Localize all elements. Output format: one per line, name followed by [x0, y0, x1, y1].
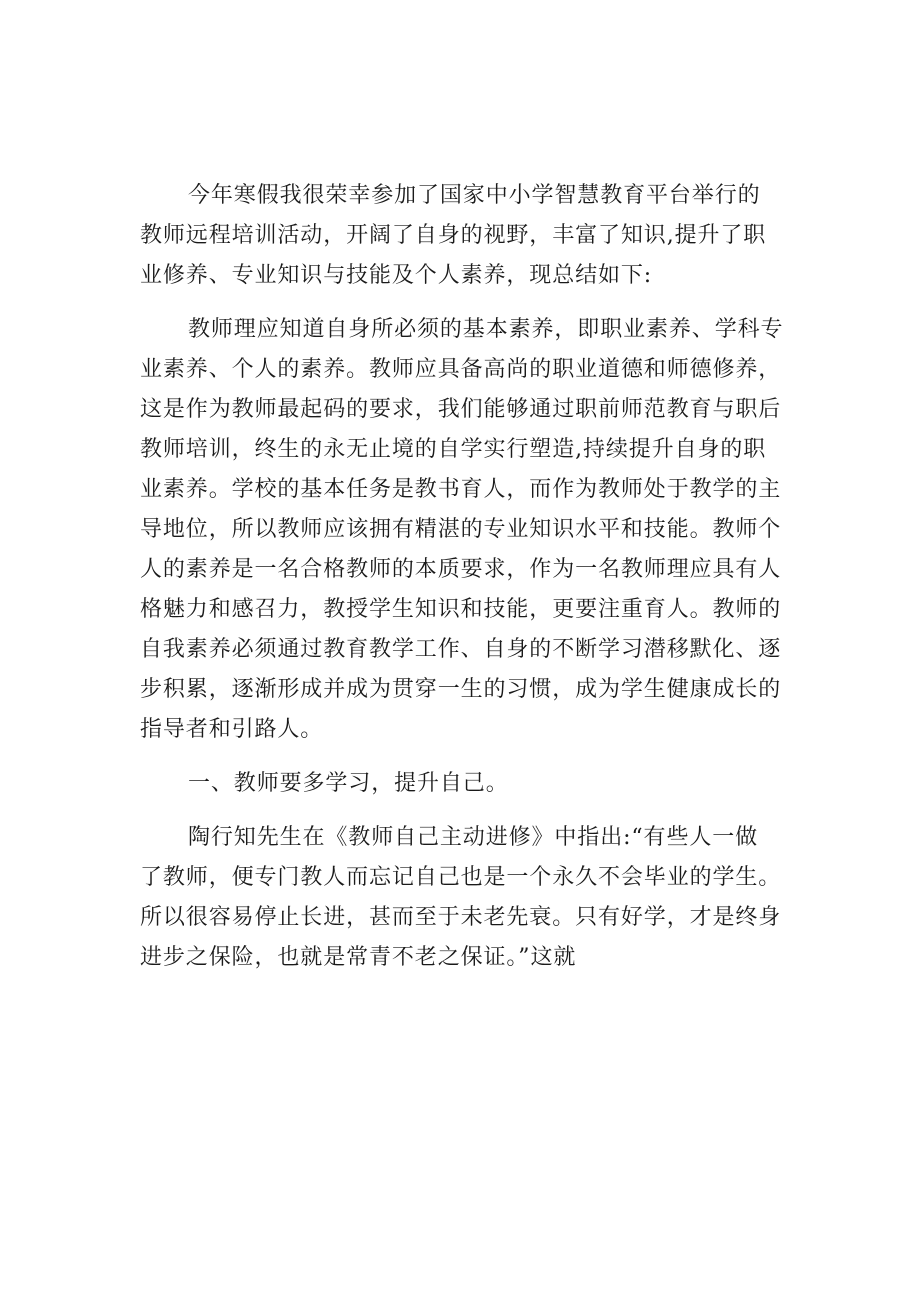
text-line: 进步之保险，也就是常青不老之保证。”这就 [140, 945, 577, 970]
text-line: 自我素养必须通过教育教学工作、自身的不断学习潜移默化、逐 [140, 637, 782, 662]
text-line: 教师培训，终生的永无止境的自学实行塑造,持续提升自身的职 [140, 437, 767, 462]
text-line: 今年寒假我很荣幸参加了国家中小学智慧教育平台举行的 [188, 183, 761, 208]
text-line: 所以很容易停止长进，甚而至于未老先衰。只有好学，才是终身 [140, 905, 782, 930]
text-line: 指导者和引路人。 [140, 717, 324, 742]
text-line: 业修养、专业知识与技能及个人素养，现总结如下: [140, 263, 653, 288]
text-line: 导地位，所以教师应该拥有精湛的专业知识水平和技能。教师个 [140, 517, 782, 542]
text-line: 步积累，逐渐形成并成为贯穿一生的习惯，成为学生健康成长的 [140, 677, 782, 702]
text-line: 格魅力和感召力，教授学生知识和技能，更要注重育人。教师的 [140, 597, 782, 622]
text-line: 人的素养是一名合格教师的本质要求，作为一名教师理应具有人 [140, 557, 782, 582]
text-line: 教师理应知道自身所必须的基本素养，即职业素养、学科专 [188, 317, 784, 342]
document-body [140, 176, 800, 992]
section-heading: 一、教师要多学习，提升自己。 [188, 771, 509, 796]
text-line: 教师远程培训活动，开阔了自身的视野，丰富了知识,提升了职 [140, 223, 767, 248]
paragraph-intro [140, 176, 800, 296]
text-line: 业素养、个人的素养。教师应具备高尚的职业道德和师德修养， [140, 357, 782, 382]
section-heading-1 [140, 764, 800, 804]
text-line: 这是作为教师最起码的要求，我们能够通过职前师范教育与职后 [140, 397, 782, 422]
text-line: 了教师，便专门教人而忘记自己也是一个永久不会毕业的学生。 [140, 865, 782, 890]
text-line: 业素养。学校的基本任务是教书育人，而作为教师处于教学的主 [140, 477, 782, 502]
paragraph-teacher-qualities [140, 310, 800, 750]
paragraph-tao-xingzhi-quote [140, 818, 800, 978]
text-line: 陶行知先生在《教师自己主动进修》中指出:“有些人一做 [188, 825, 759, 850]
